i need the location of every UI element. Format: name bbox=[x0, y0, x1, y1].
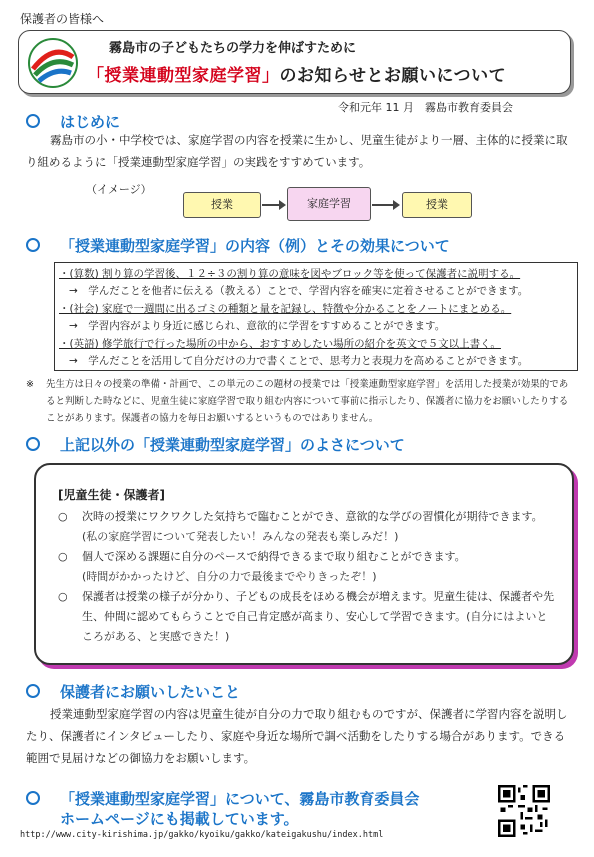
merit-text: 保護者は授業の様子が分かり、子どもの成長をほめる機会が増えます。児童生徒は、保護者や先生、仲間に認めてもらうことで自己肯定感が高まり、安心して学習できます。 bbox=[82, 590, 555, 623]
heading-merits bbox=[26, 434, 405, 455]
heading-examples-text: 「授業連動型家庭学習」の内容（例）とその効果について bbox=[60, 237, 450, 255]
heading-examples bbox=[26, 235, 450, 256]
flow-box-lesson-1: 授業 bbox=[183, 192, 261, 218]
flow-arrow-2 bbox=[372, 204, 398, 206]
merit-voice: (私の家庭学習について発表したい！みんなの発表も楽しみだ！) bbox=[82, 530, 399, 543]
flow-box-lesson-2: 授業 bbox=[402, 192, 472, 218]
header-box bbox=[18, 30, 571, 94]
kirishima-logo-icon bbox=[27, 37, 79, 89]
circle-bullet-icon bbox=[26, 238, 40, 252]
heading-homepage-line2: ホームページにも掲載しています。 bbox=[60, 810, 299, 828]
examples-box bbox=[54, 262, 578, 371]
merit-bullet: ○ bbox=[58, 510, 68, 523]
page-title bbox=[87, 61, 506, 86]
merit-voice: (自分にはよいところがある、と実感できた！) bbox=[82, 610, 548, 643]
merit-item bbox=[58, 507, 556, 547]
note bbox=[26, 376, 576, 427]
title-rest: のお知らせとお願いについて bbox=[279, 66, 507, 86]
example-english: ・(英語) 修学旅行で行った場所の中から、おすすめしたい場所の紹介を英文で５文以上書く。 bbox=[59, 338, 501, 350]
heading-request bbox=[26, 681, 240, 702]
heading-intro-text: はじめに bbox=[60, 113, 121, 131]
flow-label: （イメージ） bbox=[86, 183, 152, 196]
merit-item bbox=[58, 587, 556, 647]
merits-box bbox=[34, 463, 574, 665]
example-math: ・(算数) 割り算の学習後、１２÷３の割り算の意味を図やブロック等を使って保護者に説明する。 bbox=[59, 268, 521, 280]
merit-text: 次時の授業にワクワクした気持ちで臨むことができ、意欲的な学びの習慣化が期待できます。 bbox=[82, 510, 543, 523]
circle-bullet-icon bbox=[26, 114, 40, 128]
addressee: 保護者の皆様へ bbox=[20, 12, 105, 26]
circle-bullet-icon bbox=[26, 437, 40, 451]
flow-box-homework: 家庭学習 bbox=[287, 187, 371, 221]
merits-box-head: [児童生徒・保護者] bbox=[58, 488, 165, 502]
circle-bullet-icon bbox=[26, 684, 40, 698]
heading-merits-text: 上記以外の「授業連動型家庭学習」のよさについて bbox=[60, 436, 405, 454]
example-social-effect: → 学習内容がより身近に感じられ、意欲的に学習をすすめることができます。 bbox=[69, 320, 446, 332]
note-mark: ※ bbox=[26, 379, 34, 390]
circle-bullet-icon bbox=[26, 791, 40, 805]
merit-bullet: ○ bbox=[58, 550, 68, 563]
request-text: 授業連動型家庭学習の内容は児童生徒が自分の力で取り組むものですが、保護者に学習内容を説明したり、保護者にインタビューしたり、家庭や身近な場所で調べ活動をしたりする場合があります。できる範囲で見届けなどの御協力をお願いします。 bbox=[26, 707, 568, 765]
example-english-effect: → 学んだことを活用して自分だけの力で書くことで、思考力と表現力を高めることができます。 bbox=[69, 355, 529, 367]
qr-code-icon[interactable] bbox=[498, 785, 550, 837]
merit-voice: (時間がかかったけど、自分の力で最後までやりきったぞ！) bbox=[82, 570, 377, 583]
merit-item bbox=[58, 547, 556, 587]
example-social: ・(社会) 家庭で一週間に出るゴミの種類と量を記録し、特徴や分かることをノートにまとめる。 bbox=[59, 303, 512, 315]
flow-arrow-1 bbox=[262, 204, 284, 206]
header-subtitle: 霧島市の子どもたちの学力を伸ばすために bbox=[109, 41, 357, 56]
title-highlight: 「授業連動型家庭学習」 bbox=[87, 66, 280, 86]
heading-homepage bbox=[26, 788, 419, 809]
merit-bullet: ○ bbox=[58, 590, 68, 603]
intro-text: 霧島市の小・中学校では、家庭学習の内容を授業に生かし、児童生徒がより一層、主体的に授業に取り組めるように「授業連動型家庭学習」の実践をすすめています。 bbox=[26, 133, 568, 169]
merit-text: 個人で深める課題に自分のペースで納得できるまで取り組むことができます。 bbox=[82, 550, 466, 563]
heading-homepage-line1: 「授業連動型家庭学習」について、霧島市教育委員会 bbox=[60, 790, 420, 808]
homepage-url-link[interactable]: http://www.city-kirishima.jp/gakko/kyoiku/gakko/kateigakushu/index.html bbox=[20, 830, 384, 840]
note-text: 先生方は日々の授業の準備・計画で、この単元のこの題材の授業では「授業連動型家庭学習」を活用した授業が効果的であると判断した時などに、児童生徒に家庭学習で取り組む内容について事前に指示したり、保護者に協力をお願いしたりすることがあります。保護者の協力を毎日お願いするというものではありません。 bbox=[46, 379, 569, 424]
date-line: 令和元年 11 月 霧島市教育委員会 bbox=[338, 101, 513, 114]
example-math-effect: → 学んだことを他者に伝える（教える）ことで、学習内容を確実に定着させることができます。 bbox=[69, 285, 529, 297]
heading-request-text: 保護者にお願いしたいこと bbox=[60, 683, 241, 701]
